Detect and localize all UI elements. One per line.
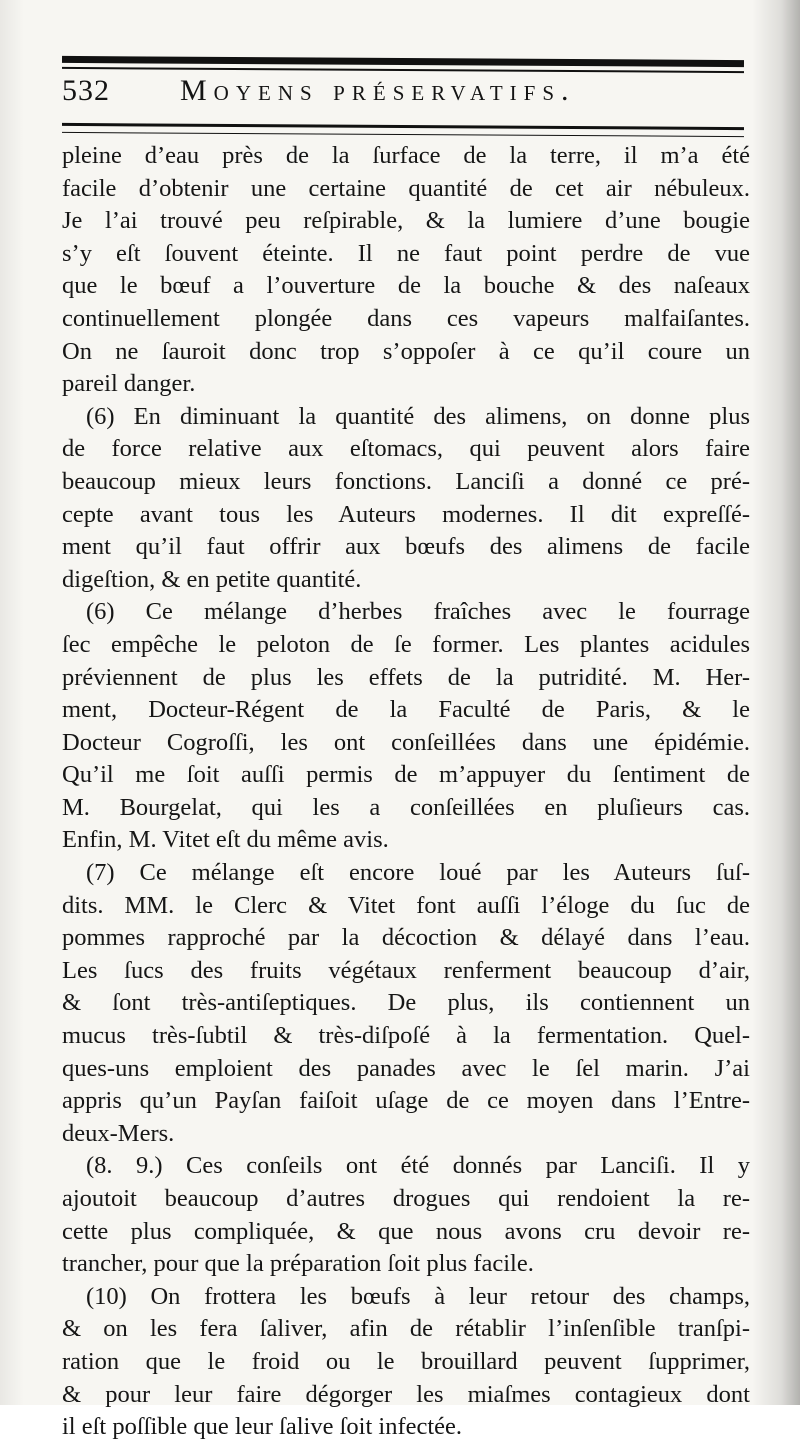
running-title: Moyens préservatifs. [180, 74, 576, 107]
text-line: cepte avant tous les Auteurs modernes. Il dit expreſſé- [62, 500, 750, 528]
text-line: & on les fera ſaliver, afin de rétablir l’inſenſible tranſpi- [62, 1315, 750, 1343]
text-line: cette plus compliquée, & que nous avons cru devoir re- [62, 1217, 750, 1245]
running-head [62, 72, 744, 122]
text-line: dits. MM. le Clerc & Vitet font auſſi l’éloge du ſuc de [62, 891, 750, 919]
text-line: & ſont très-antiſeptiques. De plus, ils contiennent un [62, 989, 750, 1017]
text-line: & pour leur faire dégorger les miaſmes contagieux dont [62, 1380, 750, 1408]
text-line: deux-Mers. [62, 1119, 175, 1147]
text-line: Docteur Cogroſſi, les ont conſeillées dans une épidémie. [62, 728, 750, 756]
text-line: Je l’ai trouvé peu reſpirable, & la lumiere d’une bougie [62, 207, 750, 235]
text-line: pommes rapproché par la décoction & délayé dans l’eau. [62, 924, 750, 952]
text-line: ration que le froid ou le brouillard peuvent ſupprimer, [62, 1347, 750, 1375]
text-line: On ne ſauroit donc trop s’oppoſer à ce qu’il coure un [62, 337, 750, 365]
text-line: Enfin, M. Vitet eſt du même avis. [62, 826, 389, 854]
text-line: que le bœuf a l’ouverture de la bouche & des naſeaux [62, 272, 750, 300]
note-line: (8. 9.) Ces conſeils ont été donnés par Lanciſi. Il y [86, 1152, 750, 1180]
text-line: mucus très-ſubtil & très-diſpoſé à la fermentation. Quel- [62, 1022, 750, 1050]
text-line: trancher, pour que la préparation ſoit plus facile. [62, 1250, 534, 1278]
text-line: digeſtion, & en petite quantité. [62, 565, 362, 593]
text-line: pleine d’eau près de la ſurface de la terre, il m’a été [62, 142, 750, 169]
top-rule-thick [62, 56, 744, 67]
header-rule-thin [62, 132, 744, 137]
text-line: pareil danger. [62, 370, 196, 398]
body-text [62, 140, 750, 1444]
text-line: ques-uns emploient des panades avec le ſel marin. J’ai [62, 1054, 750, 1082]
text-line: ajoutoit beaucoup d’autres drogues qui rendoient la re- [62, 1185, 750, 1212]
note-line: (7) Ce mélange eſt encore loué par les Auteurs ſuſ- [86, 859, 750, 887]
page-number: 532 [62, 74, 110, 107]
header-rule-thick [62, 123, 744, 130]
text-line: Les ſucs des fruits végétaux renferment beaucoup d’air, [62, 956, 750, 984]
text-line: préviennent de plus les effets de la putridité. M. Her- [62, 663, 750, 691]
note-line: (10) On frottera les bœufs à leur retour des champs, [86, 1282, 750, 1310]
text-line: appris qu’un Payſan faiſoit uſage de ce moyen dans l’Entre- [62, 1087, 750, 1115]
text-line: il eſt poſſible que leur ſalive ſoit infectée. [62, 1413, 463, 1441]
page-edge-shadow [752, 0, 800, 1405]
text-line: de force relative aux eſtomacs, qui peuvent alors faire [62, 435, 750, 463]
text-line: ſec empêche le peloton de ſe former. Les plantes acidules [62, 630, 750, 658]
text-line: ment qu’il faut offrir aux bœufs des alimens de facile [62, 533, 750, 561]
note-line: (6) En diminuant la quantité des alimens, on donne plus [86, 402, 750, 430]
text-line: s’y eſt ſouvent éteinte. Il ne faut point perdre de vue [62, 239, 750, 267]
text-line: beaucoup mieux leurs fonctions. Lanciſi a donné ce pré- [62, 467, 750, 495]
page-gutter-shadow [0, 0, 24, 1405]
text-line: M. Bourgelat, qui les a conſeillées en pluſieurs cas. [62, 793, 750, 821]
text-line: continuellement plongée dans ces vapeurs malfaiſantes. [62, 304, 750, 332]
text-line: ment, Docteur-Régent de la Faculté de Paris, & le [62, 696, 750, 724]
text-line: facile d’obtenir une certaine quantité de cet air nébuleux. [62, 174, 750, 202]
note-line: (6) Ce mélange d’herbes fraîches avec le fourrage [86, 598, 750, 626]
text-line: Qu’il me ſoit auſſi permis de m’appuyer du ſentiment de [62, 761, 750, 789]
